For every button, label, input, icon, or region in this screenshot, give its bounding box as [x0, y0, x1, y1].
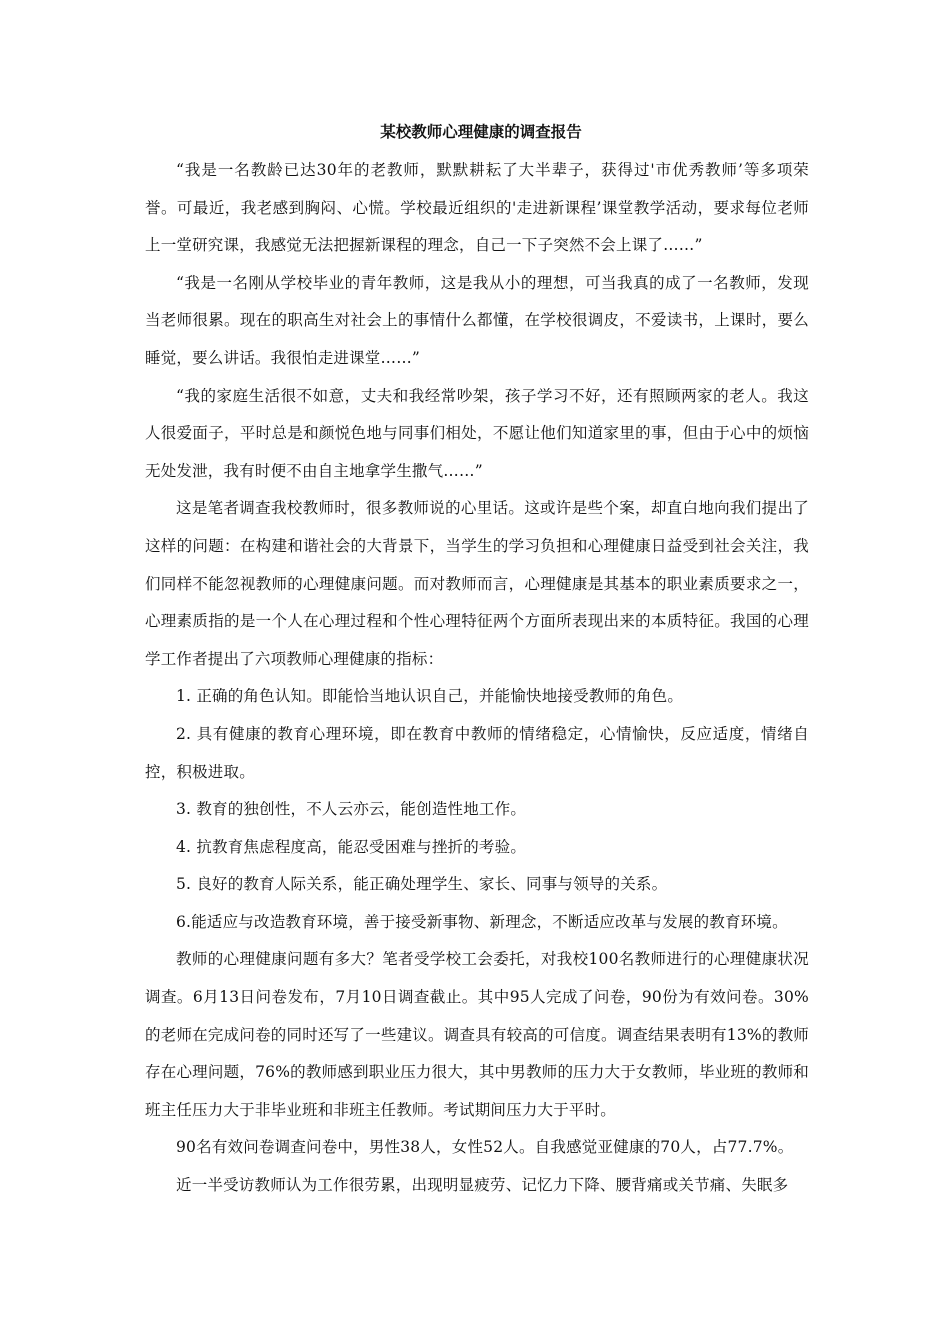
paragraph-quote-1: “我是一名教龄已达30年的老教师，默默耕耘了大半辈子，获得过'市优秀教师’等多项荣誉。可最近，我老感到胸闷、心慌。学校最近组织的'走进新课程’课堂教学活动，要求每位老师上一堂研究课，我感觉无法把握新课程的理念，自己一下子突然不会上课了……” [145, 161, 809, 255]
indicator-item-4: 4. 抗教育焦虑程度高，能忍受困难与挫折的考验。 [176, 837, 527, 856]
paragraph-quote-3: “我的家庭生活很不如意，丈夫和我经常吵架，孩子学习不好，还有照顾两家的老人。我这人很爱面子，平时总是和颜悦色地与同事们相处，不愿让他们知道家里的事，但由于心中的烦恼无处发泄，我有时便不由自主地拿学生撒气……” [145, 386, 809, 480]
paragraph-statistics: 90名有效问卷调查问卷中，男性38人，女性52人。自我感觉亚健康的70人，占77.7%。 [176, 1138, 794, 1157]
indicator-item-6: 6.能适应与改造教育环境，善于接受新事物、新理念，不断适应改革与发展的教育环境。 [176, 912, 788, 931]
paragraph-quote-2: “我是一名刚从学校毕业的青年教师，这是我从小的理想，可当我真的成了一名教师，发现当老师很累。现在的职高生对社会上的事情什么都懂，在学校很调皮，不爱读书，上课时，要么睡觉，要么讲话。我很怕走进课堂……” [145, 273, 809, 367]
document-page [145, 118, 809, 1205]
paragraph-fatigue: 近一半受访教师认为工作很劳累，出现明显疲劳、记忆力下降、腰背痛或关节痛、失眠多 [176, 1176, 789, 1195]
indicator-item-1: 1. 正确的角色认知。即能恰当地认识自己，并能愉快地接受教师的角色。 [176, 687, 684, 706]
document-title: 某校教师心理健康的调查报告 [380, 122, 582, 141]
indicator-item-2: 2. 具有健康的教育心理环境，即在教育中教师的情绪稳定，心情愉快，反应适度，情绪自控，积极进取。 [145, 724, 809, 781]
indicator-item-5: 5. 良好的教育人际关系，能正确处理学生、家长、同事与领导的关系。 [176, 875, 668, 894]
paragraph-intro: 这是笔者调查我校教师时，很多教师说的心里话。这或许是些个案，却直白地向我们提出了这样的问题：在构建和谐社会的大背景下，当学生的学习负担和心理健康日益受到社会关注，我们同样不能忽视教师的心理健康问题。而对教师而言，心理健康是其基本的职业素质要求之一，心理素质指的是一个人在心理过程和个性心理特征两个方面所表现出来的本质特征。我国的心理学工作者提出了六项教师心理健康的指标： [145, 499, 809, 668]
paragraph-survey: 教师的心理健康问题有多大？笔者受学校工会委托，对我校100名教师进行的心理健康状况调查。6月13日问卷发布，7月10日调查截止。其中95人完成了问卷，90份为有效问卷。30%的老师在完成问卷的同时还写了一些建议。调查具有较高的可信度。调查结果表明有13%的教师存在心理问题，76%的教师感到职业压力很大，其中男教师的压力大于女教师，毕业班的教师和班主任压力大于非毕业班和非班主任教师。考试期间压力大于平时。 [145, 950, 809, 1119]
indicator-item-3: 3. 教育的独创性，不人云亦云，能创造性地工作。 [176, 800, 527, 819]
